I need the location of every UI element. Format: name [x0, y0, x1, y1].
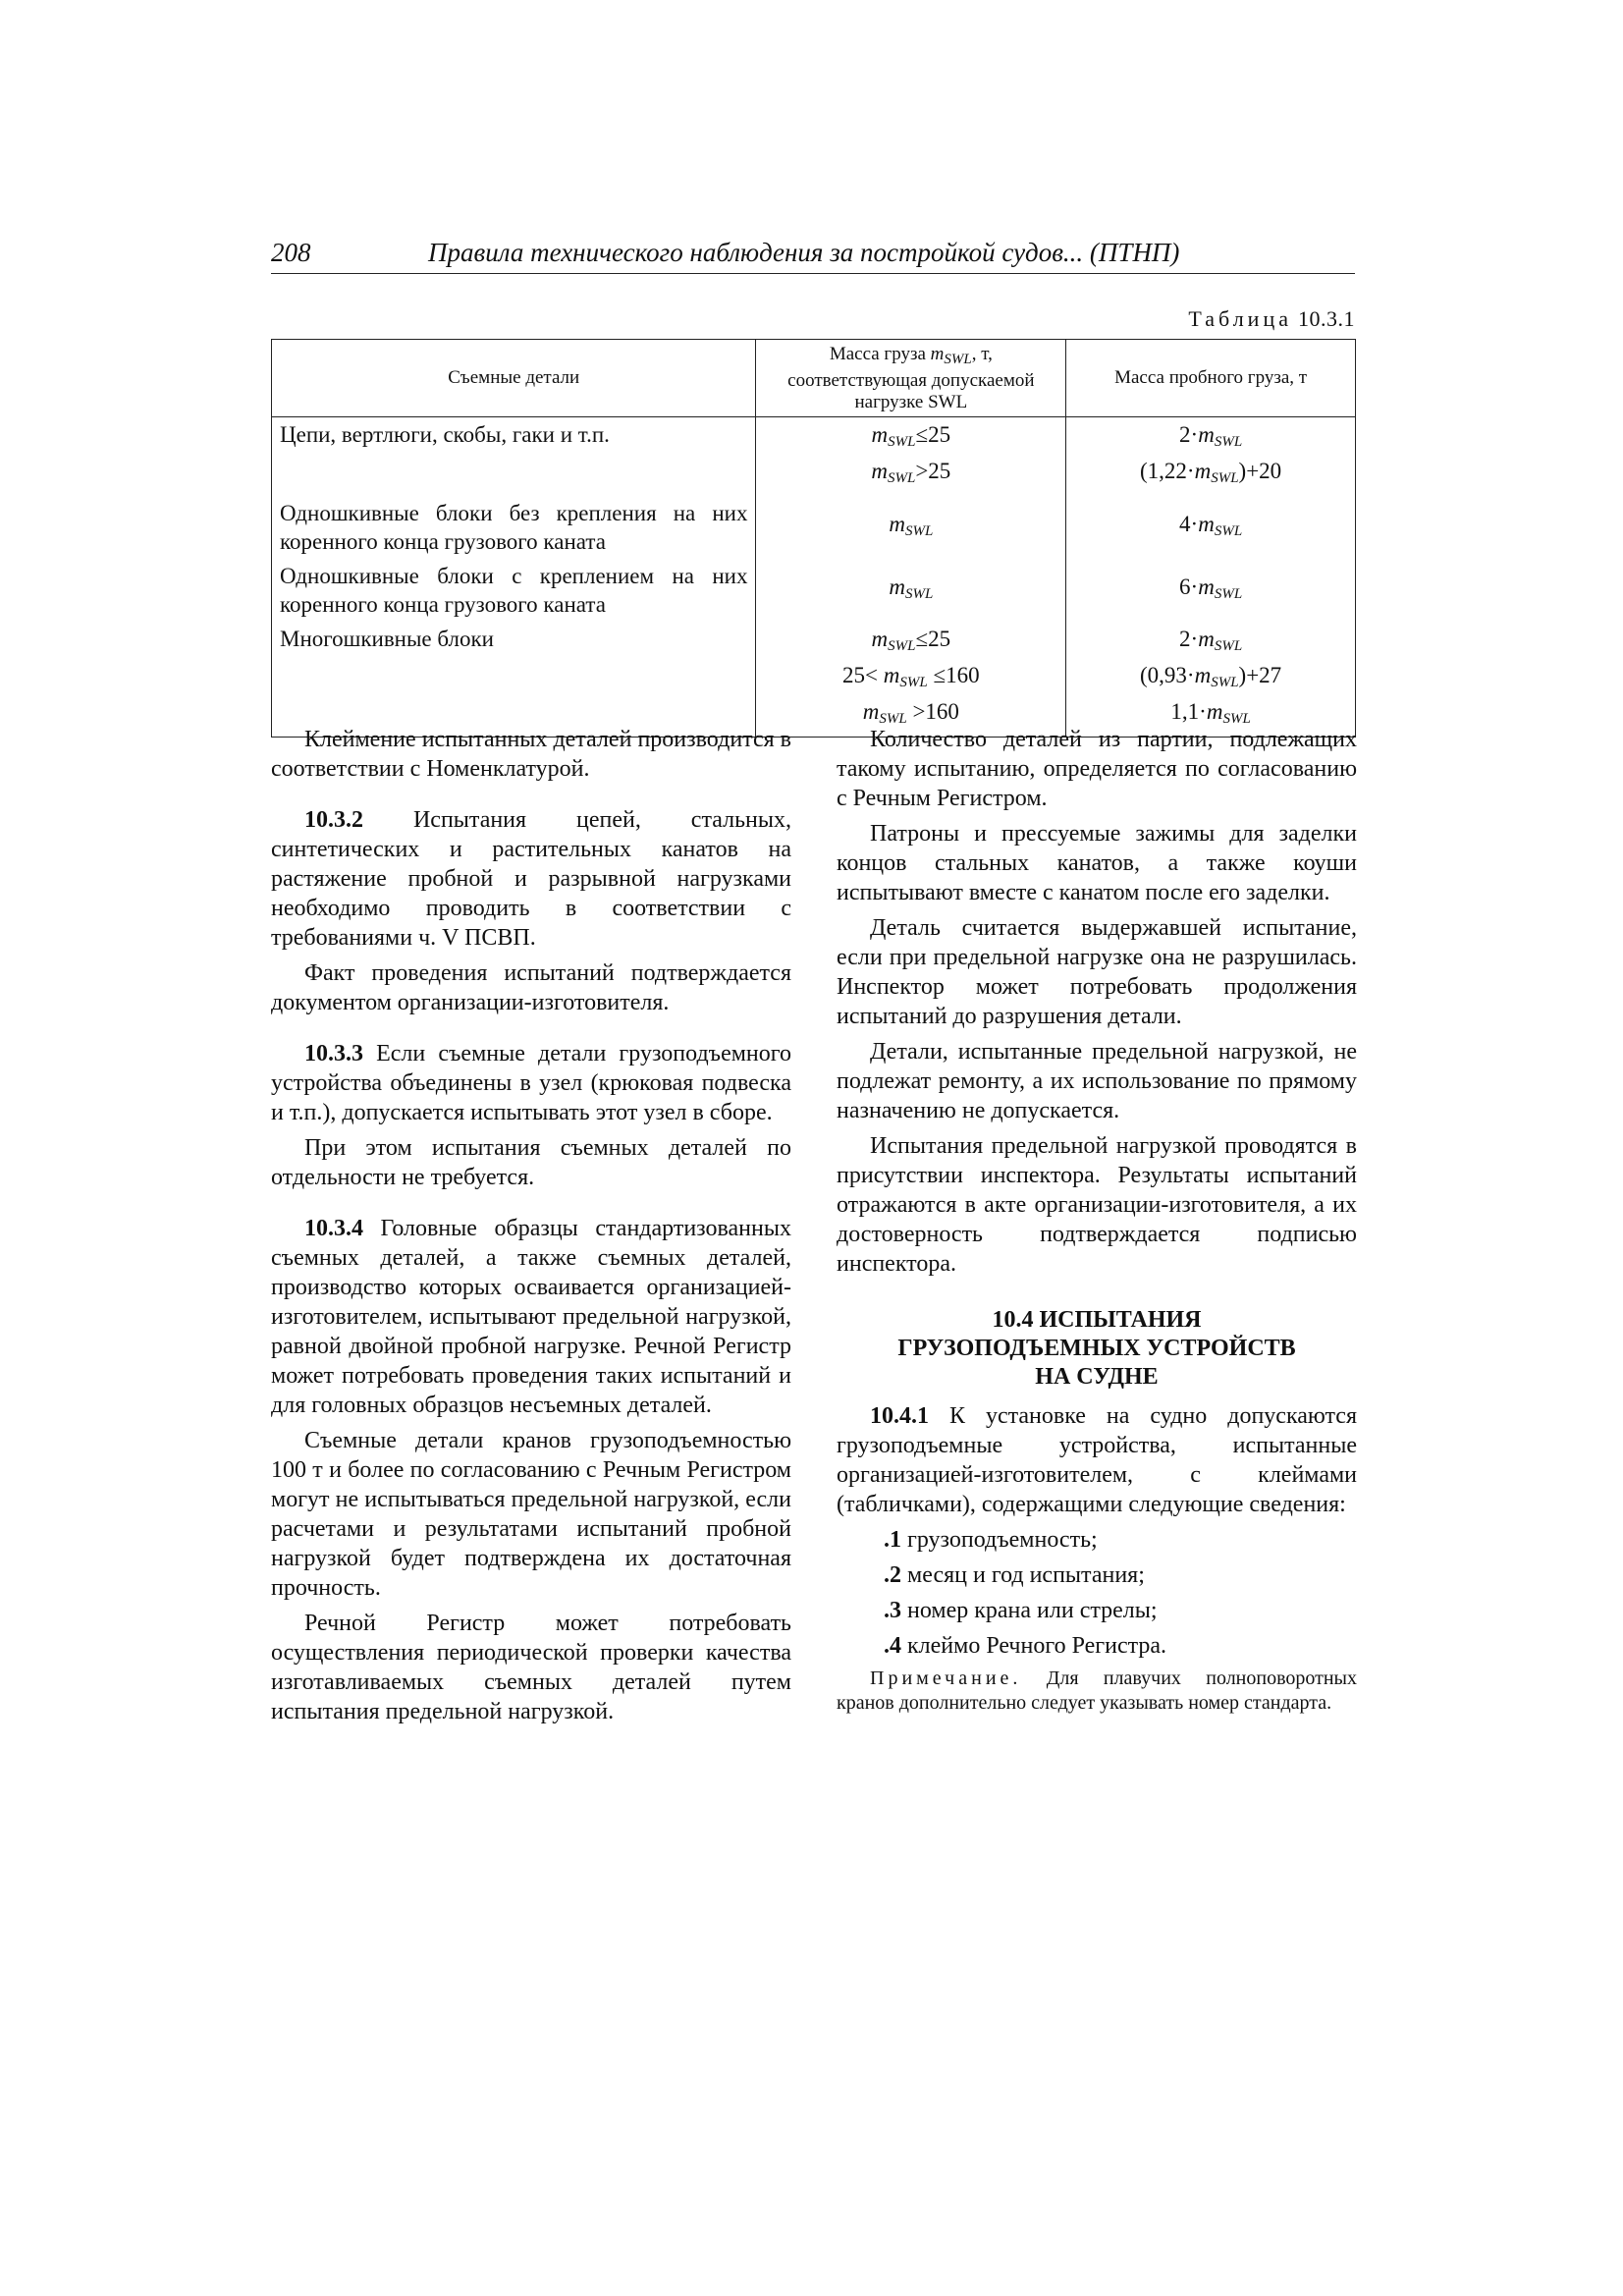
list-item-number: .3 [884, 1598, 901, 1623]
list-item-text: месяц и год испытания; [901, 1562, 1145, 1588]
clause-text: Головные образцы стандартизованных съемных деталей, а также съемных деталей, производство которых осваивается организацией-изготовителем, испытывают предельной нагрузкой, равной двойной пробной нагрузке. Речной Регистр может потребовать проведения таких испытаний и для головных образцов несъемных деталей. [271, 1216, 791, 1418]
table-header-row [272, 340, 1356, 417]
mass-value: $m_{SWL}>25$ [871, 459, 951, 486]
clause-number: 10.3.2 [304, 807, 363, 833]
note-text: Для плавучих полноповоротных кранов дополнительно следует указывать номер стандарта. [837, 1667, 1357, 1714]
proof-value: $1,1\cdot m_{SWL}$ [1170, 699, 1251, 727]
proof-value: $(1,22\cdot m_{SWL})+20$ [1140, 459, 1282, 486]
mass-value: $m_{SWL}\le 25$ [871, 422, 951, 450]
table-caption-number: 10.3.1 [1298, 306, 1355, 331]
mass-cell [756, 417, 1066, 497]
table-row [272, 559, 1356, 622]
note [837, 1667, 1357, 1716]
mass-cell [756, 622, 1066, 738]
clause-10-3-4 [271, 1214, 791, 1420]
paragraph: Факт проведения испытаний подтверждается документом организации-изготовителя. [271, 960, 791, 1015]
list-item-text: клеймо Речного Регистра. [901, 1633, 1167, 1659]
proof-value: $2\cdot m_{SWL}$ [1179, 627, 1243, 654]
clause-number: 10.4.1 [870, 1403, 929, 1429]
list-item-number: .1 [884, 1527, 901, 1553]
section-title-line: 10.4 ИСПЫТАНИЯ [992, 1307, 1202, 1333]
paragraph: При этом испытания съемных деталей по отдельности не требуется. [271, 1135, 791, 1190]
table-caption [1188, 306, 1355, 332]
proof-value: $2\cdot m_{SWL}$ [1179, 422, 1243, 450]
table-row [272, 417, 1356, 497]
mass-table [271, 339, 1356, 738]
proof-cell [1066, 622, 1356, 738]
section-heading-10-4 [837, 1306, 1357, 1392]
proof-cell [1066, 559, 1356, 622]
column-header: Масса пробного груза, т [1066, 340, 1356, 417]
list-item-text: грузоподъемность; [901, 1527, 1098, 1553]
mass-value: $m_{SWL}\le 25$ [871, 627, 951, 654]
proof-value: $6\cdot m_{SWL}$ [1179, 574, 1243, 602]
list-item [837, 1631, 1357, 1661]
mass-value: $m_{SWL} >160$ [862, 699, 959, 727]
table-row [272, 622, 1356, 738]
page-number: 208 [271, 238, 311, 267]
proof-value: $(0,93\cdot m_{SWL})+27$ [1140, 663, 1282, 690]
paragraph: Испытания предельной нагрузкой проводятся в присутствии инспектора. Результаты испытаний отражаются в акте организации-изготовителя, а их достоверность подтверждается подписью инспектора. [837, 1133, 1357, 1277]
paragraph: Съемные детали кранов грузоподъемностью 100 т и более по согласованию с Речным Регистром могут не испытываться предельной нагрузкой, если расчетами и результатами испытаний пробной нагрузкой будет подтверждена их достаточная прочность. [271, 1428, 791, 1601]
clause-text: К установке на судно допускаются грузоподъемные устройства, испытанные организацией-изготовителем, с клеймами (табличками), содержащими следующие сведения: [837, 1403, 1357, 1517]
part-cell: Одношкивные блоки с креплением на них коренного конца грузового каната [272, 559, 756, 622]
clause-number: 10.3.4 [304, 1216, 363, 1241]
mass-cell [756, 559, 1066, 622]
mass-value: $m_{SWL}$ [889, 574, 934, 602]
part-cell: Цепи, вертлюги, скобы, гаки и т.п. [272, 417, 756, 497]
section-title-line: ГРУЗОПОДЪЕМНЫХ УСТРОЙСТВ [897, 1336, 1296, 1361]
table-row [272, 496, 1356, 559]
clause-10-4-1 [837, 1401, 1357, 1519]
column-header: Съемные детали [272, 340, 756, 417]
proof-cell [1066, 496, 1356, 559]
part-cell: Многошкивные блоки [272, 622, 756, 738]
left-column [271, 725, 791, 1732]
paragraph: Клеймение испытанных деталей производится в соответствии с Номенклатурой. [271, 727, 791, 782]
part-cell: Одношкивные блоки без крепления на них коренного конца грузового каната [272, 496, 756, 559]
section-title-line: НА СУДНЕ [1035, 1364, 1159, 1390]
paragraph: Речной Регистр может потребовать осуществления периодической проверки качества изготавливаемых съемных деталей путем испытания предельной нагрузкой. [271, 1611, 791, 1724]
clause-number: 10.3.3 [304, 1041, 363, 1066]
note-label: Примечание. [870, 1667, 1022, 1689]
column-header: Масса груза $m_{SWL}$, т, соответствующая допускаемой нагрузке SWL [756, 340, 1066, 417]
mass-cell [756, 496, 1066, 559]
list-item-text: номер крана или стрелы; [901, 1598, 1158, 1623]
list-item [837, 1525, 1357, 1555]
proof-cell [1066, 417, 1356, 497]
list-item-number: .4 [884, 1633, 901, 1659]
running-title: Правила технического наблюдения за постройкой судов... (ПТНП) [428, 238, 1180, 267]
clause-10-3-2 [271, 805, 791, 953]
paragraph: Деталь считается выдержавшей испытание, если при предельной нагрузке она не разрушилась. Инспектор может потребовать продолжения испытаний до разрушения детали. [837, 915, 1357, 1029]
mass-value: $25< m_{SWL} \le 160$ [842, 663, 980, 690]
paragraph: Патроны и прессуемые зажимы для заделки концов стальных канатов, а также коуши испытывают вместе с канатом после его заделки. [837, 821, 1357, 905]
list-item [837, 1560, 1357, 1590]
proof-value: $4\cdot m_{SWL}$ [1179, 511, 1243, 539]
list-item-number: .2 [884, 1562, 901, 1588]
page-header [271, 234, 1355, 274]
clause-text: Если съемные детали грузоподъемного устройства объединены в узел (крюковая подвеска и т.п.), допускается испытывать этот узел в сборе. [271, 1041, 791, 1125]
list-item [837, 1596, 1357, 1625]
table-caption-word: Таблица [1188, 306, 1292, 331]
paragraph: Количество деталей из партии, подлежащих такому испытанию, определяется по согласованию с Речным Регистром. [837, 727, 1357, 811]
right-column [837, 725, 1357, 1722]
paragraph: Детали, испытанные предельной нагрузкой, не подлежат ремонту, а их использование по прямому назначению не допускается. [837, 1039, 1357, 1123]
clause-10-3-3 [271, 1039, 791, 1127]
clause-text: Испытания цепей, стальных, синтетических и растительных канатов на растяжение пробной и разрывной нагрузками необходимо проводить в соответствии с требованиями ч. V ПСВП. [271, 807, 791, 951]
mass-value: $m_{SWL}$ [889, 511, 934, 539]
